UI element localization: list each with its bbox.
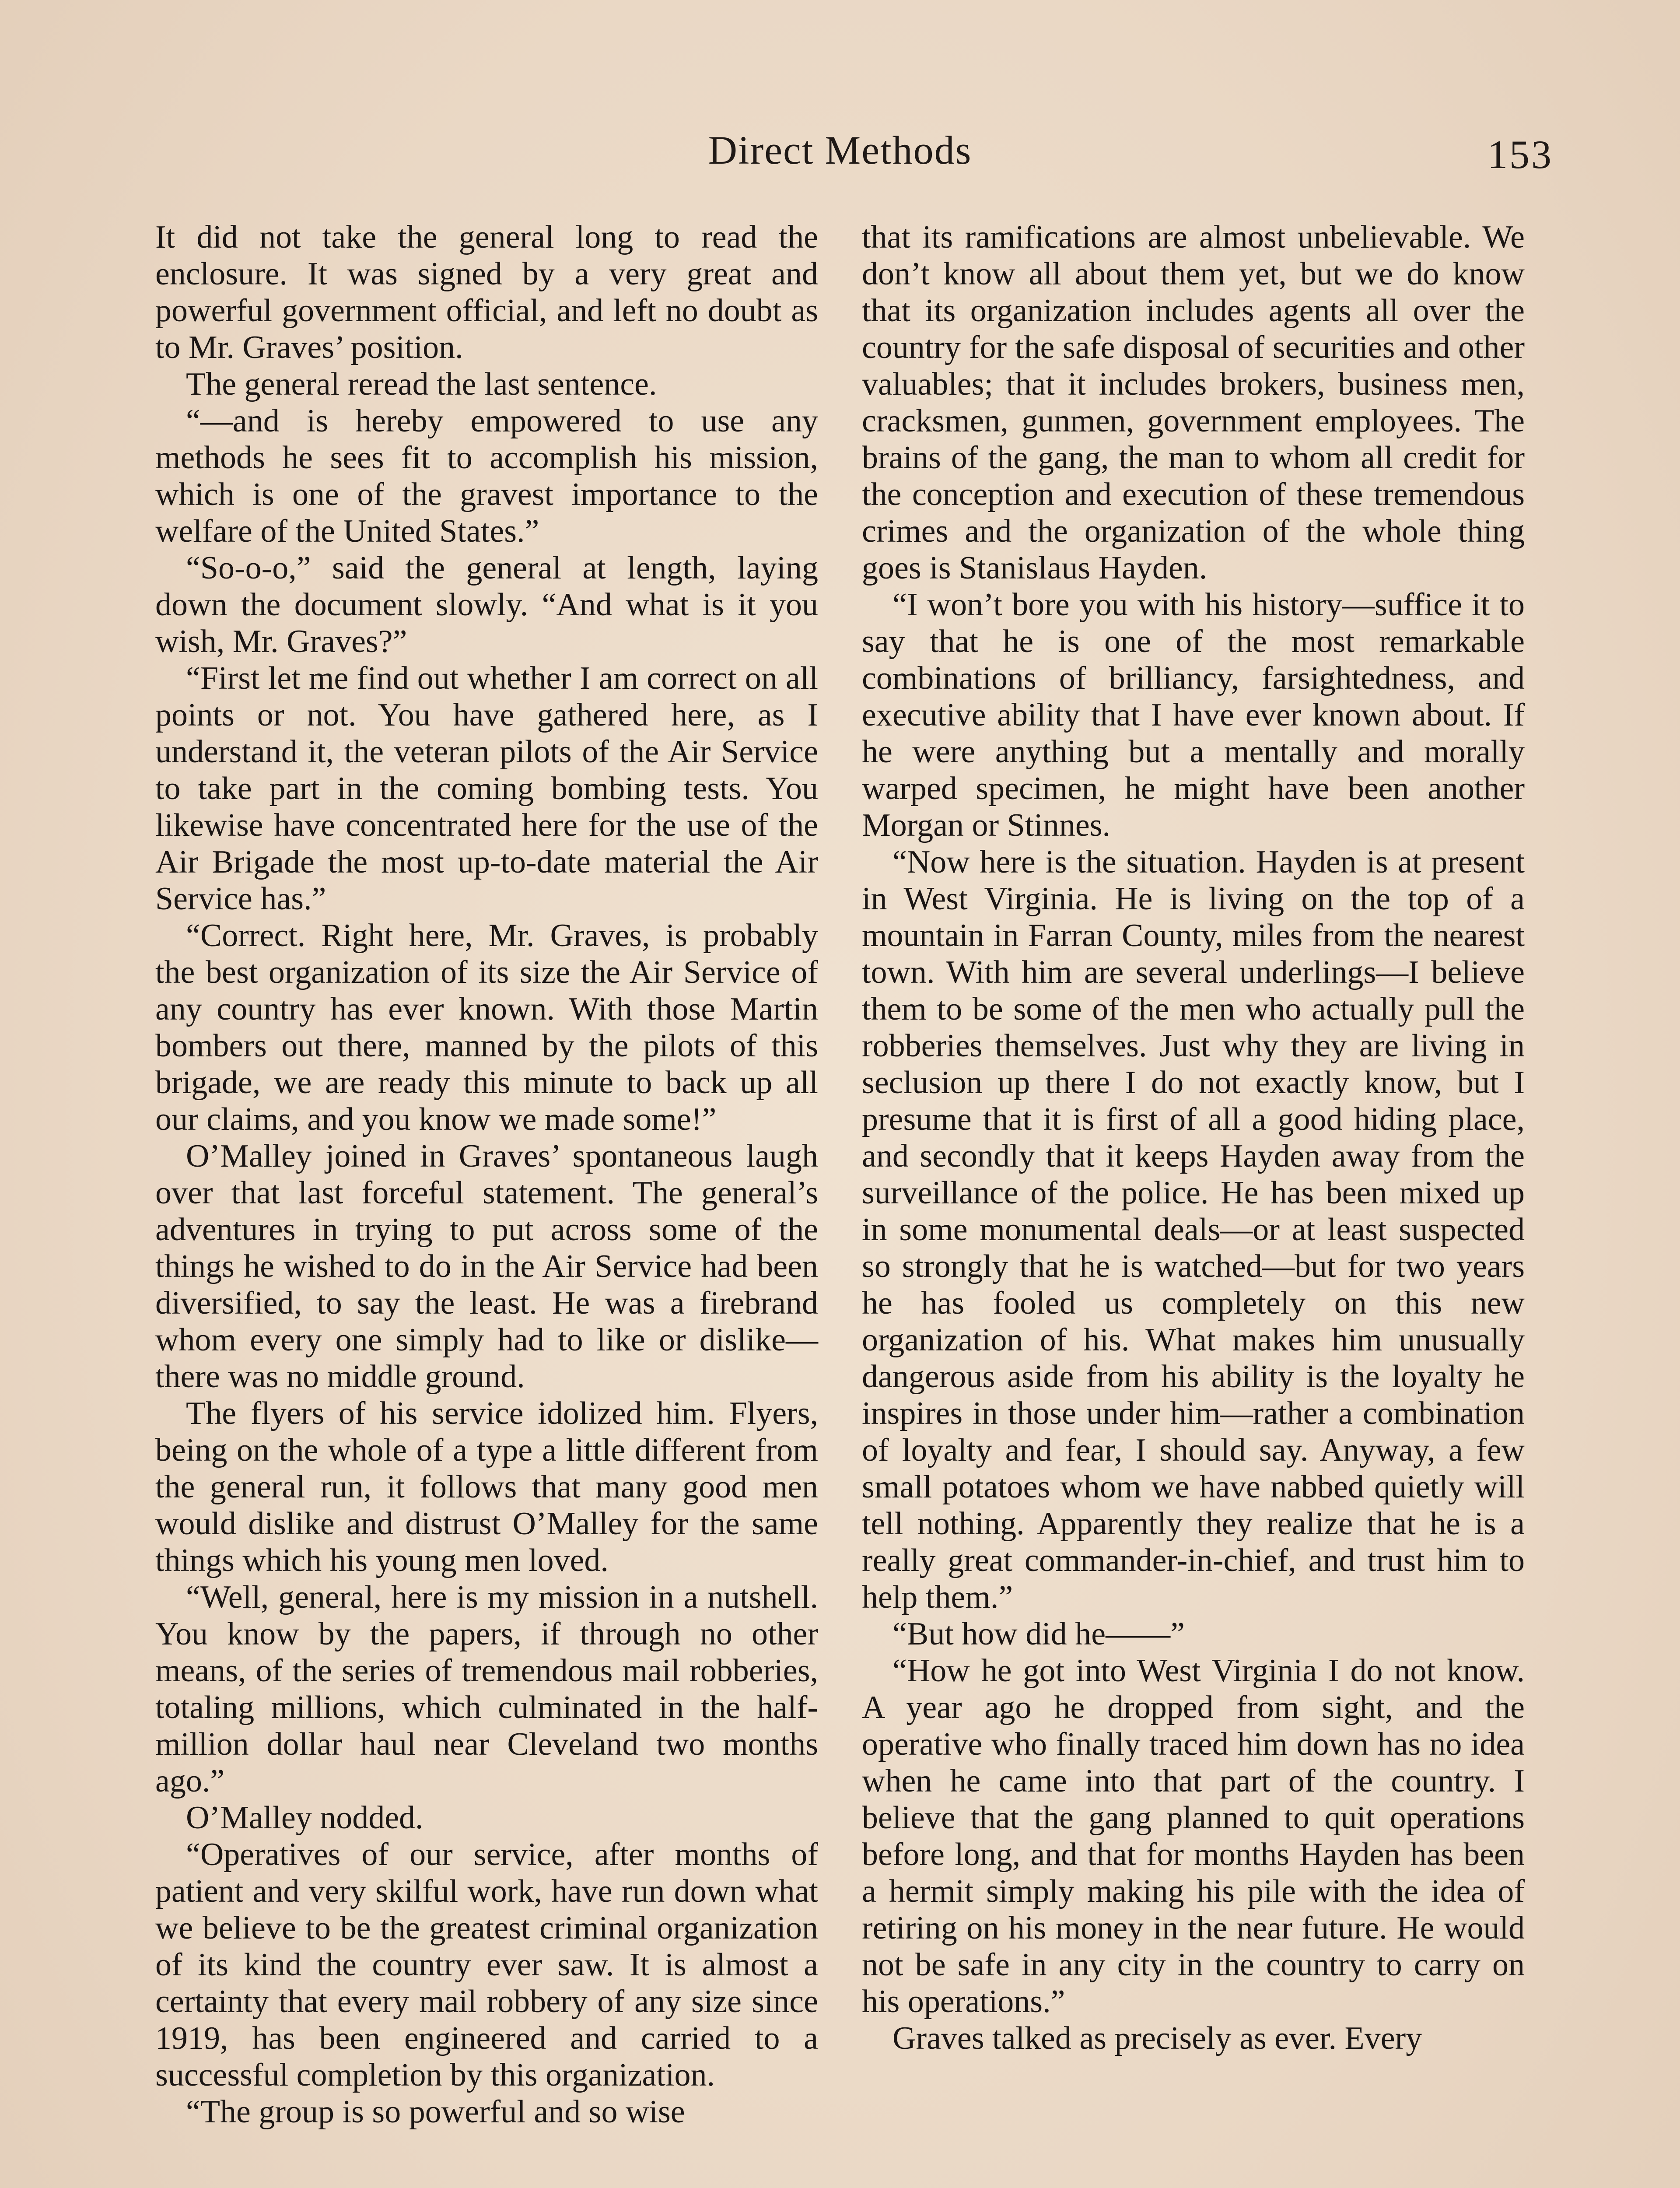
paragraph: “First let me find out whether I am correct on all points or not. You have gathered here, as I understand it, the veteran pilots of the Air Service to take part in the coming bombing tests. You likewise have concentrated here for the use of the Air Brigade the most up-to-date material the Air Service has.” [155, 660, 818, 917]
paragraph: “Now here is the situation. Hayden is at present in West Virginia. He is living on the top of a mountain in Farran County, miles from the nearest town. With him are several underlings—I believe them to be some of the men who actually pull the robberies themselves. Just why they are living in seclusion up there I do not exactly know, but I presume that it is first of all a good hiding place, and secondly that it keeps Hayden away from the surveillance of the police. He has been mixed up in some monumental deals—or at least suspected so strongly that he is watched—but for two years he has fooled us completely on this new organization of his. What makes him unusually dangerous aside from his ability is the loyalty he inspires in those under him—rather a combination of loyalty and fear, I should say. Anyway, a few small potatoes whom we have nabbed quietly will tell nothing. Apparently they realize that he is a really great commander-in-chief, and trust him to help them.” [862, 844, 1525, 1615]
paragraph: “The group is so powerful and so wise [186, 2094, 685, 2130]
paragraph: “I won’t bore you with his history—suffice it to say that he is one of the most remarkable combinations of brilliancy, farsightedness, and executive ability that I have ever known about. If he were anything but a mentally and morally warped specimen, he might have been another Morgan or Stinnes. [862, 587, 1525, 843]
paragraph: The flyers of his service idolized him. Flyers, being on the whole of a type a little different from the general run, it follows that many good men would dislike and distrust O’Malley for the same things which his young men loved. [155, 1396, 818, 1578]
paragraph: It did not take the general long to read the enclosure. It was signed by a very great and powerful government official, and left no doubt as to Mr. Graves’ position. [155, 219, 818, 365]
paragraph: “Correct. Right here, Mr. Graves, is probably the best organization of its size the Air Service of any country has ever known. With those Martin bombers out there, manned by the pilots of this brigade, we are ready this minute to back up all our claims, and you know we made some!” [155, 918, 818, 1137]
paragraph: O’Malley joined in Graves’ spontaneous laugh over that last forceful statement. The general’s adventures in trying to put across some of the things he wished to do in the Air Service had been diversified, to say the least. He was a firebrand whom every one simply had to like or dislike—there was no middle ground. [155, 1138, 818, 1395]
page-number: 153 [1488, 132, 1553, 177]
paragraph: “Well, general, here is my mission in a nutshell. You know by the papers, if through no other means, of the series of tremendous mail robberies, totaling millions, which culminated in the half-million dollar haul near Cleveland two months ago.” [155, 1579, 818, 1799]
paragraph: “—and is hereby empowered to use any methods he sees fit to accomplish his mission, which is one of the gravest importance to the welfare of the United States.” [155, 403, 818, 549]
right-column [862, 219, 1525, 2057]
paragraph: The general reread the last sentence. [186, 366, 657, 402]
paragraph: “But how did he——” [892, 1616, 1185, 1652]
left-column [155, 219, 818, 2130]
paragraph: Graves talked as precisely as ever. Every [892, 2020, 1422, 2056]
paragraph: “Operatives of our service, after months of patient and very skilful work, have run down what we believe to be the greatest criminal organization of its kind the country ever saw. It is almost a certainty that every mail robbery of any size since 1919, has been engineered and carried to a successful completion by this organization. [155, 1837, 818, 2093]
paragraph: that its ramifications are almost unbelievable. We don’t know all about them yet, but we do know that its organization includes agents all over the country for the safe disposal of securities and other valuables; that it includes brokers, business men, cracksmen, gunmen, government employees. The brains of the gang, the man to whom all credit for the conception and execution of these tremendous crimes and the organization of the whole thing goes is Stanislaus Hayden. [862, 219, 1525, 586]
paragraph: “How he got into West Virginia I do not know. A year ago he dropped from sight, and the operative who finally traced him down has no idea when he came into that part of the country. I believe that the gang planned to quit operations before long, and that for months Hayden has been a hermit simply making his pile with the idea of retiring on his money in the near future. He would not be safe in any city in the country to carry on his operations.” [862, 1653, 1525, 2020]
paragraph: O’Malley nodded. [186, 1800, 424, 1836]
paragraph: “So-o-o,” said the general at length, laying down the document slowly. “And what is it you wish, Mr. Graves?” [155, 550, 818, 659]
running-head: Direct Methods [708, 128, 972, 172]
